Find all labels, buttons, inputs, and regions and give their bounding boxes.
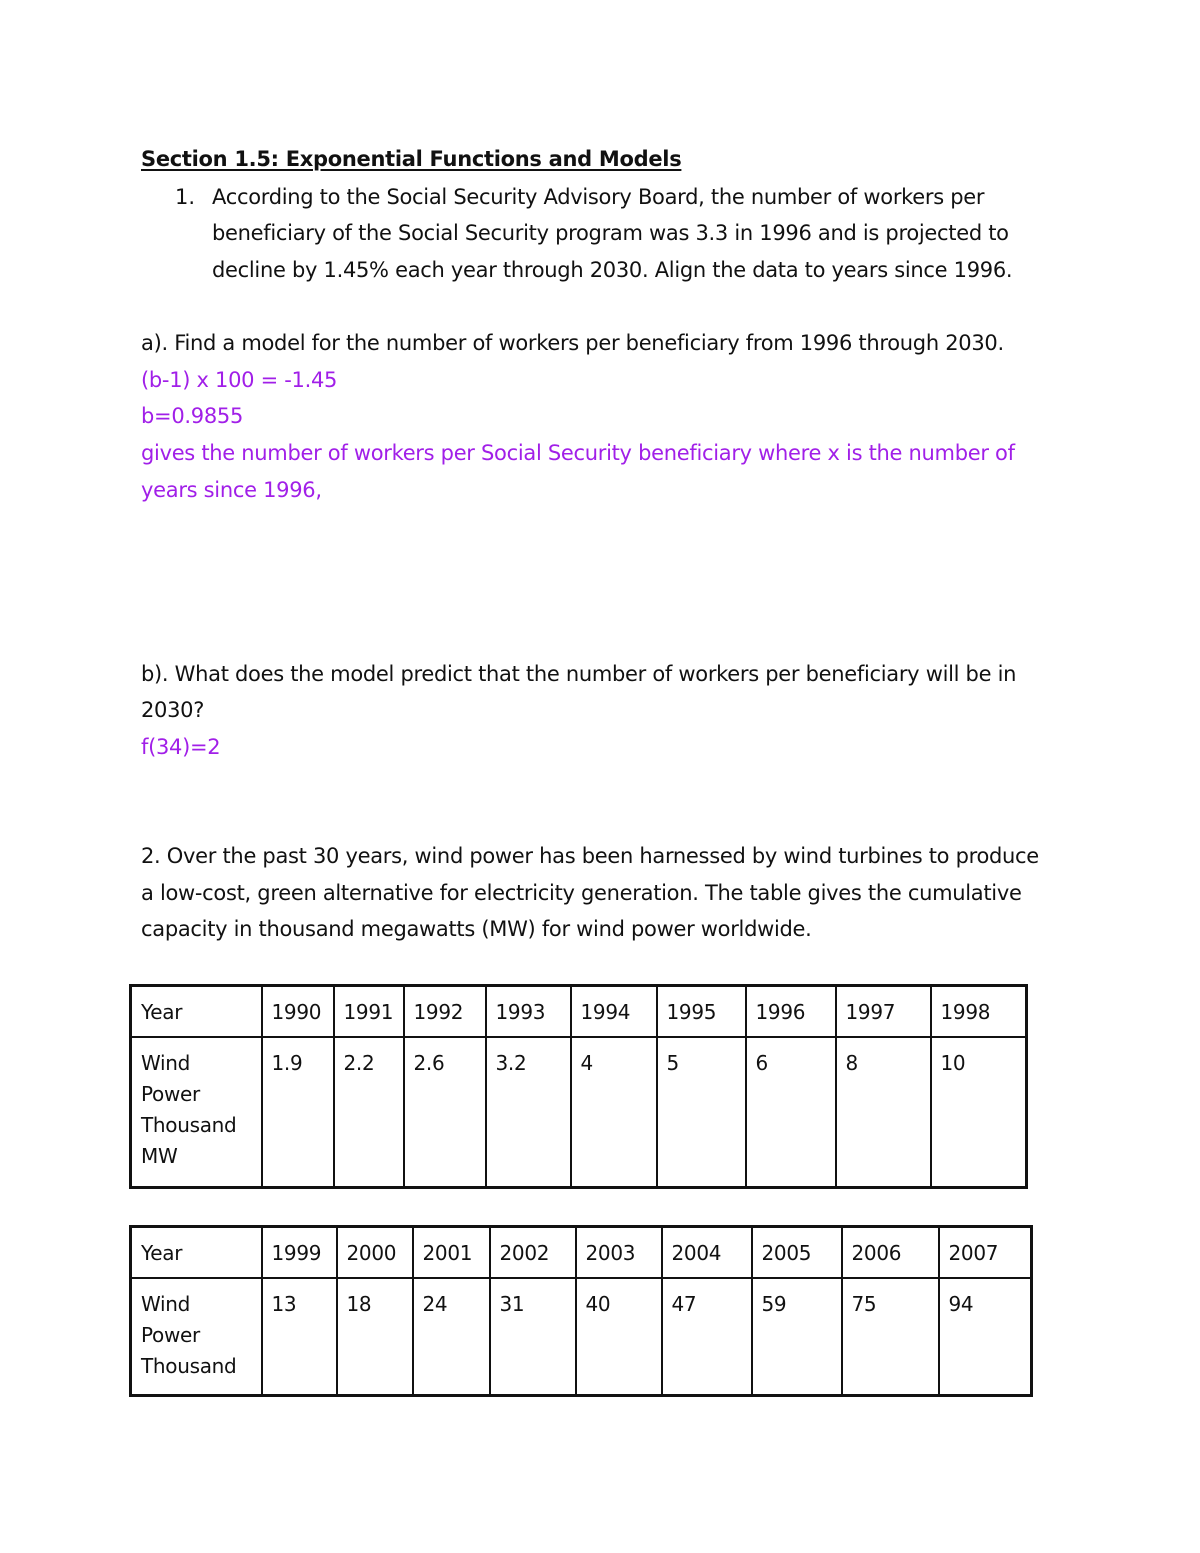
table-2-wind-row (131, 1278, 1032, 1395)
table-2-wind-header (131, 1278, 262, 1395)
section-heading: Section 1.5: Exponential Functions and Models (141, 147, 682, 171)
table-2-year-cell: 2003 (576, 1227, 662, 1279)
part-a-answer-line-4: years since 1996, (141, 478, 322, 502)
wind-power-table-2 (129, 1225, 1033, 1397)
table-2-value-cell: 18 (337, 1278, 413, 1395)
part-b-prompt-line-2: 2030? (141, 698, 205, 722)
table-2-value-cell: 59 (752, 1278, 842, 1395)
table-1-value-cell: 4 (571, 1037, 657, 1187)
wind-power-table-1 (129, 984, 1028, 1189)
table-2-year-cell: 2001 (413, 1227, 490, 1279)
table-1-year-cell: 1991 (334, 986, 404, 1038)
table-2-year-cell: 1999 (262, 1227, 337, 1279)
table-2-year-cell: 2006 (842, 1227, 939, 1279)
table-1-value-cell: 5 (657, 1037, 746, 1187)
wind-header-word: Power (141, 1082, 200, 1106)
table-2-value-cell: 40 (576, 1278, 662, 1395)
part-a-answer-line-3: gives the number of workers per Social Security beneficiary where x is the number of (141, 441, 1015, 465)
wind-header-word: Thousand (141, 1354, 237, 1378)
part-a-prompt: a). Find a model for the number of workers per beneficiary from 1996 through 2030. (141, 331, 1004, 355)
table-2-year-row (131, 1227, 1032, 1279)
table-1-year-cell: 1993 (486, 986, 571, 1038)
table-2-value-cell: 47 (662, 1278, 752, 1395)
table-2-value-cell: 24 (413, 1278, 490, 1395)
table-2-year-cell: 2004 (662, 1227, 752, 1279)
table-1-value-cell: 2.6 (404, 1037, 486, 1187)
table-1-value-cell: 6 (746, 1037, 836, 1187)
table-1-value-cell: 2.2 (334, 1037, 404, 1187)
table-2-value-cell: 75 (842, 1278, 939, 1395)
table-2-value-cell: 31 (490, 1278, 576, 1395)
table-1-year-cell: 1994 (571, 986, 657, 1038)
question-1-number: 1. (175, 185, 196, 209)
wind-header-word: MW (141, 1144, 178, 1168)
part-a-answer-line-2: b=0.9855 (141, 404, 244, 428)
question-2-line-2: a low-cost, green alternative for electricity generation. The table gives the cumulative (141, 881, 1022, 905)
table-1-year-cell: 1998 (931, 986, 1027, 1038)
table-2-year-header: Year (131, 1227, 262, 1279)
table-1-year-cell: 1992 (404, 986, 486, 1038)
table-2-value-cell: 94 (939, 1278, 1032, 1395)
wind-header-word: Wind (141, 1051, 191, 1075)
table-1-value-cell: 8 (836, 1037, 931, 1187)
table-1-wind-header (131, 1037, 262, 1187)
part-b-prompt-line-1: b). What does the model predict that the number of workers per beneficiary will be in (141, 662, 1017, 686)
table-1-year-cell: 1996 (746, 986, 836, 1038)
question-1-line-1: According to the Social Security Advisory Board, the number of workers per (212, 185, 985, 209)
wind-header-word: Wind (141, 1292, 191, 1316)
table-1-wind-row (131, 1037, 1027, 1187)
wind-header-word: Thousand (141, 1113, 237, 1137)
table-2-year-cell: 2005 (752, 1227, 842, 1279)
table-2-year-cell: 2000 (337, 1227, 413, 1279)
table-2-year-cell: 2002 (490, 1227, 576, 1279)
table-1-year-row (131, 986, 1027, 1038)
table-2-year-cell: 2007 (939, 1227, 1032, 1279)
question-1-line-3: decline by 1.45% each year through 2030. Align the data to years since 1996. (212, 258, 1013, 282)
table-1-year-cell: 1995 (657, 986, 746, 1038)
table-1-value-cell: 10 (931, 1037, 1027, 1187)
table-2-value-cell: 13 (262, 1278, 337, 1395)
part-a-answer-line-1: (b-1) x 100 = -1.45 (141, 368, 338, 392)
question-1-line-2: beneficiary of the Social Security program was 3.3 in 1996 and is projected to (212, 221, 1009, 245)
table-1-year-cell: 1990 (262, 986, 334, 1038)
table-1-year-cell: 1997 (836, 986, 931, 1038)
table-1-year-header: Year (131, 986, 262, 1038)
part-b-answer: f(34)=2 (141, 735, 221, 759)
table-1-value-cell: 3.2 (486, 1037, 571, 1187)
question-2-line-3: capacity in thousand megawatts (MW) for wind power worldwide. (141, 917, 812, 941)
table-1-value-cell: 1.9 (262, 1037, 334, 1187)
question-2-line-1: 2. Over the past 30 years, wind power has been harnessed by wind turbines to produce (141, 844, 1039, 868)
wind-header-word: Power (141, 1323, 200, 1347)
